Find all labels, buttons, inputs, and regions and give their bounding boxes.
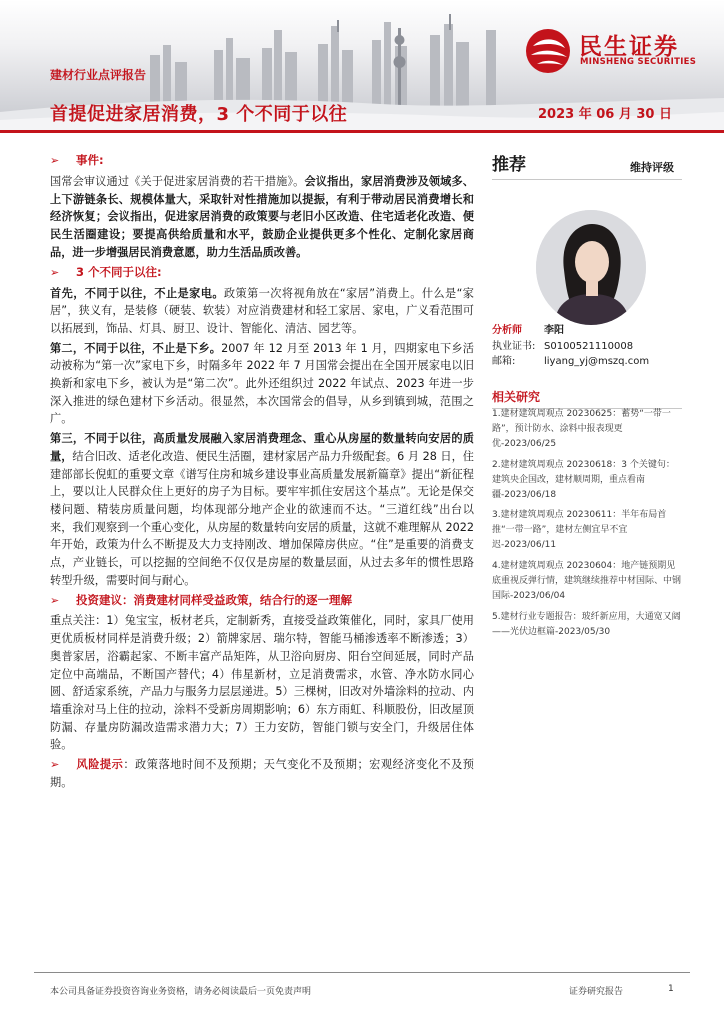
main-content: [50, 150, 474, 794]
related-item[interactable]: 3.建材建筑周观点 20230611：半年布局首推“一带一路”，建材左侧宜早不宜迟-2023/06/11: [492, 510, 667, 551]
section-heading-event: ➢ 事件:: [50, 152, 474, 170]
footer-disclaimer: 本公司具备证券投资咨询业务资格，请务必阅读最后一页免责声明: [50, 987, 312, 997]
event-paragraph: 国常会审议通过《关于促进家居消费的若干措施》。会议指出，家居消费涉及领域多、上下游链条长、规模体量大，采取针对性措施加以提振，有利于带动居民消费增长和经济恢复；会议指出，促进家居消费的政策要与老旧小区改造、住宅适老化改造、便民生活圈建设；要提高供给质量和水平，鼓励企业提供更多个性化、定制化家居商品，进一步增强居民消费意愿，助力生活品质改善。: [50, 175, 474, 259]
related-item[interactable]: 1.建材建筑周观点 20230625：蓄势“一带一路”，预计防水、涂料中报表现更优-2023/06/25: [492, 409, 671, 449]
sidebar: [492, 150, 682, 637]
header-banner: [0, 0, 724, 130]
section-heading-different: ➢ 3 个不同于以往:: [50, 264, 474, 282]
report-type-label: 建材行业点评报告: [50, 68, 147, 82]
report-title: 首提促进家居消费，3 个不同于以往: [50, 104, 348, 125]
bullet-arrow-icon: ➢: [50, 758, 60, 772]
cert-label: 执业证书:: [492, 340, 536, 352]
minsheng-logo: [523, 26, 703, 76]
report-date: 2023 年 06 月 30 日: [538, 107, 672, 122]
logo-english-name: MINSHENG SECURITIES: [580, 57, 697, 67]
rating-value: 推荐: [492, 155, 526, 175]
related-research-title: 相关研究: [492, 388, 682, 409]
bullet-arrow-icon: ➢: [50, 265, 60, 279]
rating-row: [492, 150, 682, 180]
second-point-paragraph: 第二，不同于以往，不止是下乡。2007 年 12 月至 2013 年 1 月，四期家电下乡活动被称为“第一次”家电下乡，时隔多年 2022 年 7 月国常会提出在全国开展家电以旧换新和家电下乡，被认为是“第二次”。此外还组织过 2022 年试点、2023 年进一步深入推进的绿色建材下乡活动。很显然，本次国常会的倡导，从乡到镇到城，范围之广。: [50, 341, 474, 426]
bullet-arrow-icon: ➢: [50, 593, 60, 607]
related-research-list: [492, 407, 682, 646]
risk-paragraph: ➢ 风险提示：政策落地时间不及预期；天气变化不及预期；宏观经济变化不及预期。: [50, 758, 474, 789]
related-item[interactable]: 5.建材行业专题报告：玻纤新应用，大通宽又阔——光伏边框篇-2023/05/30: [492, 611, 681, 637]
footer-divider: [34, 972, 690, 973]
related-item[interactable]: 2.建材建筑周观点 20230618：3 个关键句：建筑央企国改，建材顺周期，重点看南疆-2023/06/18: [492, 459, 675, 500]
footer-label: 证券研究报告: [569, 987, 624, 997]
analyst-label: 分析师: [492, 325, 522, 336]
cert-number: S0100521110008: [544, 340, 634, 352]
section-heading-invest: ➢ 投资建议：消费建材同样受益政策，结合行的逐一理解: [50, 591, 474, 609]
analyst-name: 李阳: [544, 325, 564, 336]
page-number: 1: [668, 984, 674, 994]
email-label: 邮箱:: [492, 356, 516, 367]
bullet-arrow-icon: ➢: [50, 154, 60, 168]
minsheng-logo-icon: [523, 26, 573, 76]
logo-chinese-name: 民生证券: [579, 34, 679, 60]
invest-paragraph: 重点关注：1）兔宝宝，板材老兵，定制新秀，直接受益政策催化，同时，家具厂使用更优质板材同样是消费升级；2）箭牌家居、瑞尔特，智能马桶渗透率不断渗透；3）奥普家居，浴霸起家、不断丰富产品矩阵，从卫浴向厨房、阳台空间延展，同时产品定位中高端品，不断国产替代；4）伟星新材，立足消费需求，水管、净水防水同心圆、舒适家系统，产品力与服务力层层递进。5）三棵树，旧改对外墙涂料的拉动、内墙重涂对马上住的拉动，涂料不受新房周期影响；6）东方雨虹、科顺股份，旧改屋顶防漏、存量房防漏改造需求潜力大；7）王力安防，智能门锁与安全门，升级居住体验。: [50, 614, 474, 752]
analyst-email[interactable]: liyang_yj@mszq.com: [544, 356, 650, 367]
analyst-info: [492, 323, 682, 370]
rating-note: 维持评级: [630, 161, 674, 174]
analyst-photo: [536, 210, 646, 325]
analyst-avatar: [536, 210, 646, 325]
first-point-paragraph: 首先，不同于以往，不止是家电。政策第一次将视角放在“家居”消费上。什么是“家居”，狭义有，是装修（硬装、软装）对应消费建材和轻工家居、家电，广义看范围可以拓展到，饰品、灯具、厨卫、设计、智能化、清洁、园艺等。: [50, 286, 474, 335]
third-point-paragraph: 第三，不同于以往，高质量发展融入家居消费理念、重心从房屋的数量转向安居的质量，结合旧改、适老化改造、便民生活圈，建材家居产品力升级配套。6 月 28 日，住建部部长倪虹的重要文章《谱写住房和城乡建设事业高质量发展新篇章》提出“新征程上，要以让人民群众住上更好的房子为目标。要牢牢抓住安居这个基点”。无论是保交楼问题、精装房质量问题，均体现部分地产企业的欲速而不达。“三道红线”出台以来，我们观察到一个重心变化，从房屋的数量转向安居的质量，这就不难理解从 2022 年开始，政策为什么不断提及大力支持刚改、增加保障房供应。“住”是重要的消费支点，产业链长，可以挖掘的空间绝不仅仅是房屋的数量层面，从过去多年的惯性思路转型升级，需要时间与耐心。: [50, 432, 474, 587]
header-divider: [0, 130, 724, 133]
related-item[interactable]: 4.建材建筑周观点 20230604：地产链预期见底重视反弹行情，建筑继续推荐中材国际、中钢国际-2023/06/04: [492, 561, 682, 601]
